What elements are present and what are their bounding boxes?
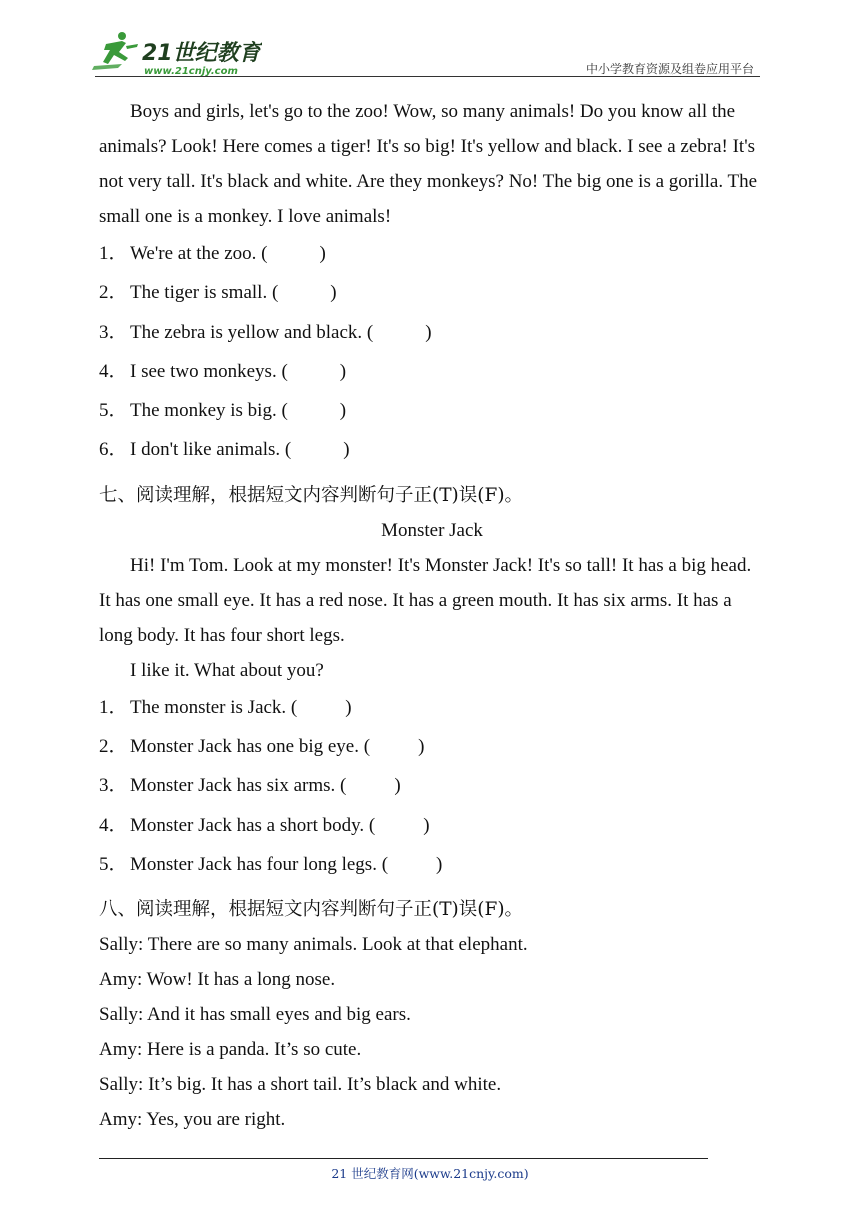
dialogue-line: Amy: Here is a panda. It’s so cute. [99,1039,362,1061]
page-header [0,0,860,80]
svg-text:www.21cnjy.com: www.21cnjy.com [144,66,238,77]
passage-monster-ending: I like it. What about you? [130,659,324,681]
dialogue [99,927,765,1137]
passage-monster: Hi! I'm Tom. Look at my monster! It's Monster Jack! It's so tall! It has a big head. It has one small eye. It has a red nose. It has a green mouth. It has six arms. It has a long body. It has four short legs. [99,554,752,646]
dialogue-line: Sally: And it has small eyes and big ears. [99,1004,411,1026]
section-heading-8: 八、阅读理解，根据短文内容判断句子正(T)误(F)。 [99,899,524,921]
svg-text:21世纪教育: 21世纪教育 [142,41,261,66]
dialogue-line: Sally: It’s big. It has a short tail. It’s black and white. [99,1074,502,1096]
passage-zoo: Boys and girls, let's go to the zoo! Wow, so many animals! Do you know all the animals? Look! Here comes a tiger! It's so big! It's yellow and black. I see a zebra! It's not very tall. It's black and white. Are they monkeys? No! The big one is a gorilla. The small one is a monkey. I love animals! [99,101,758,227]
passage-title: Monster Jack [381,519,483,541]
footer-source: 21 世纪教育网(www.21cnjy.com) [331,1166,529,1181]
question-item: 3． Monster Jack has six arms. ( ) [99,775,401,797]
section-heading-7: 七、阅读理解，根据短文内容判断句子正(T)误(F)。 [99,484,524,506]
dialogue-line: Amy: Yes, you are right. [99,1109,286,1131]
question-item: 6． I don't like animals. ( ) [99,439,350,461]
footer-divider [99,1158,708,1159]
dialogue-line: Sally: There are so many animals. Look at that elephant. [99,934,528,956]
question-item: 3． The zebra is yellow and black. ( ) [99,321,432,343]
question-item: 1． The monster is Jack. ( ) [99,696,352,718]
question-item: 1． We're at the zoo. ( ) [99,243,326,264]
question-item: 4． I see two monkeys. ( ) [99,360,347,382]
question-list-zoo [99,234,765,470]
header-divider [95,76,760,77]
logo-21cnjy [92,30,262,80]
worksheet-body [99,94,765,1137]
question-item: 2． Monster Jack has one big eye. ( ) [99,736,425,758]
question-item: 4． Monster Jack has a short body. ( ) [99,814,430,836]
question-item: 5． Monster Jack has four long legs. ( ) [99,853,443,875]
question-item: 2． The tiger is small. ( ) [99,282,337,304]
runner-icon [92,32,138,70]
dialogue-line: Amy: Wow! It has a long nose. [99,969,336,991]
header-tagline: 中小学教育资源及组卷应用平台 [585,62,754,76]
question-item: 5． The monkey is big. ( ) [99,400,347,422]
question-list-monster [99,688,765,884]
